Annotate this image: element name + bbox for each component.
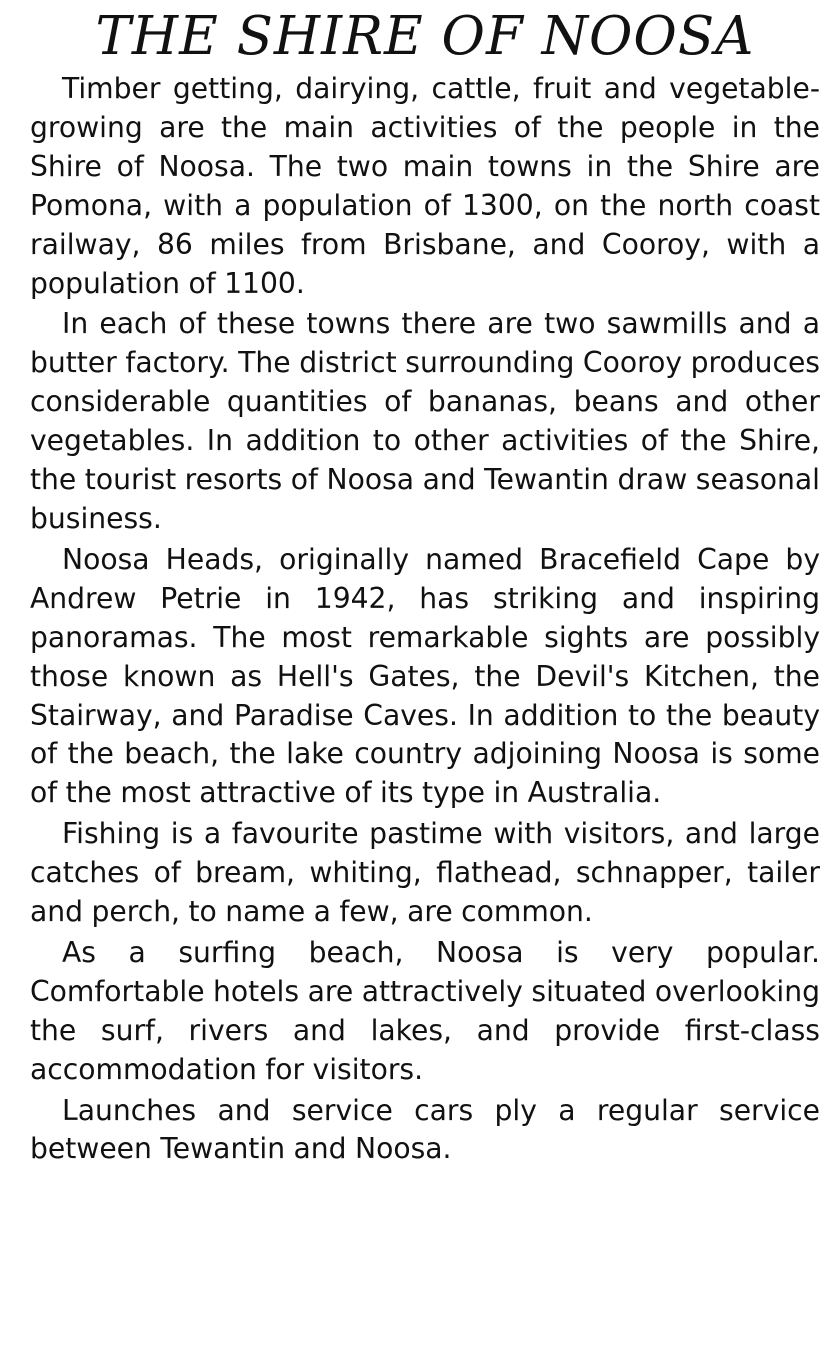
article-title: THE SHIRE OF NOOSA [95,6,755,67]
newspaper-clipping [30,4,820,1171]
paragraph-noosa-heads: Noosa Heads, originally named Bracefield Cape by Andrew Petrie in 1942, has striking and inspiring panoramas. The most remarkable sights are possibly those known as Hell's Gates, the Devil's Kitchen, the Stairway, and Paradise Caves. In addition to the beauty of the beach, the lake country adjoining Noosa is some of the most attractive of its type in Australia. [30,542,820,810]
paragraph-surfing: As a surfing beach, Noosa is very popular. Comfortable hotels are attractively situated overlooking the surf, rivers and lakes, and provide first-class accommodation for visitors. [30,935,820,1086]
paragraph-towns: In each of these towns there are two sawmills and a butter factory. The district surrounding Cooroy produces considerable quantities of bananas, beans and other vegetables. In addition to other activities of the Shire, the tourist resorts of Noosa and Tewantin draw seasonal business. [30,307,820,535]
paragraph-fishing: Fishing is a favourite pastime with visitors, and large catches of bream, whiting, flathead, schnapper, tailer and perch, to name a few, are common. [30,817,820,929]
article-body [30,70,820,1169]
paragraph-transport: Launches and service cars ply a regular service between Tewantin and Noosa. [30,1093,820,1166]
paragraph-industries: Timber getting, dairying, cattle, fruit and vegetable-growing are the main activities of the people in the Shire of Noosa. The two main towns in the Shire are Pomona, with a population of 1300, on the north coast railway, 86 miles from Brisbane, and Cooroy, with a population of 1100. [30,72,820,300]
